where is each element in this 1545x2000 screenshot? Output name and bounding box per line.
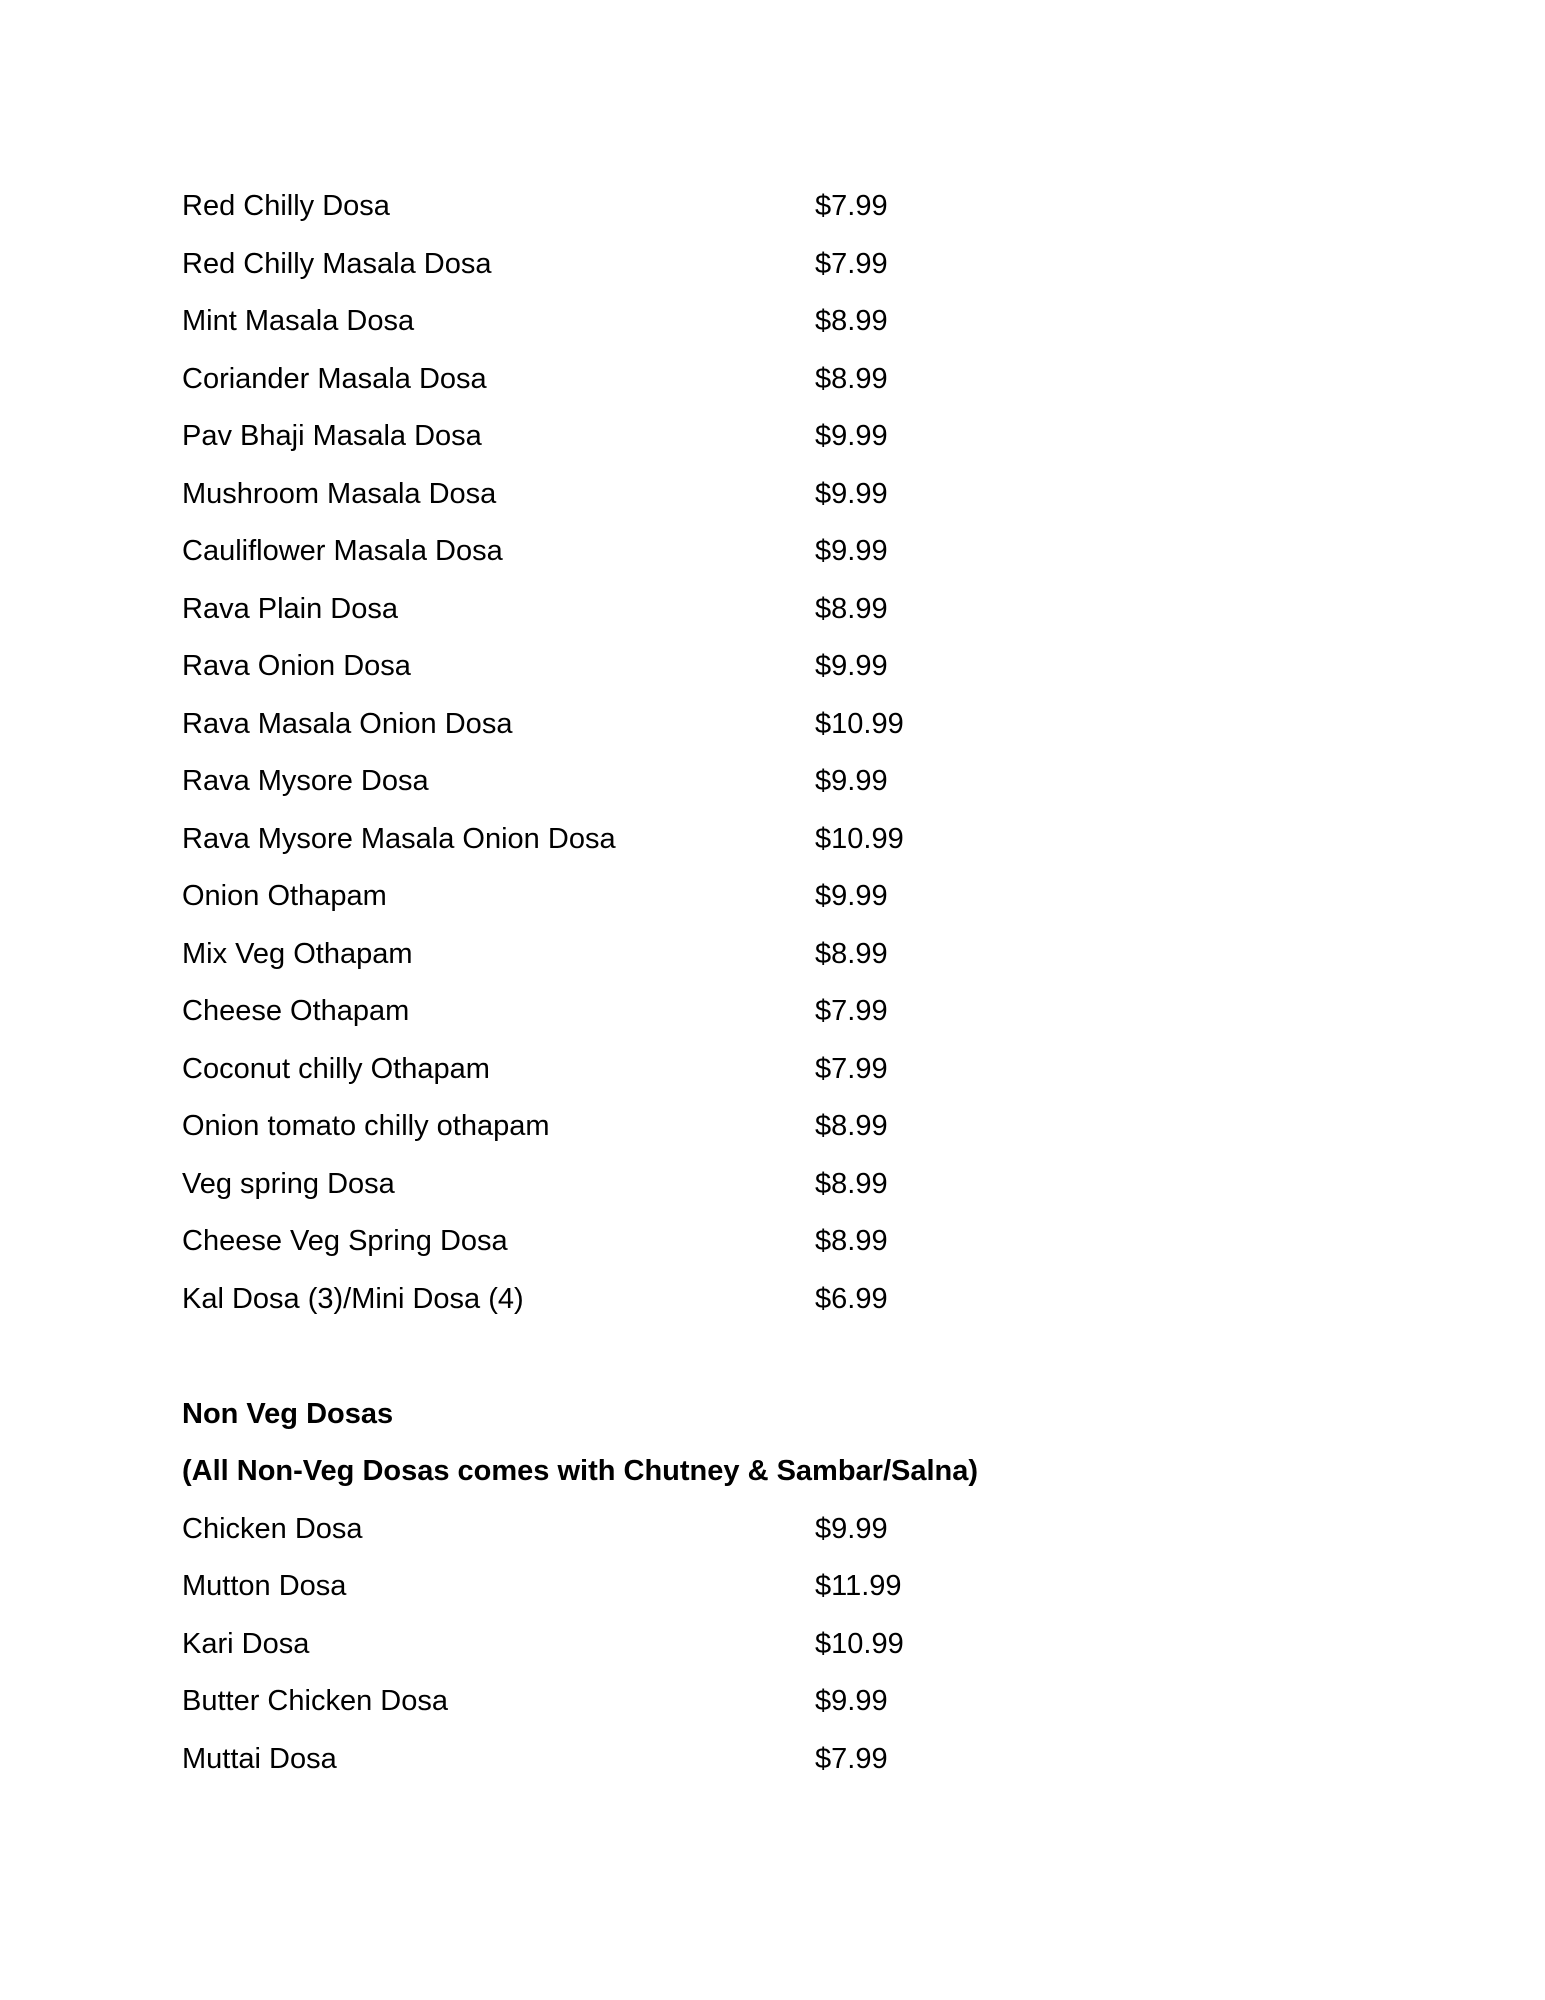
item-price: $7.99 <box>815 1742 888 1775</box>
item-name: Mushroom Masala Dosa <box>182 477 497 510</box>
item-price: $8.99 <box>815 937 888 970</box>
menu-item <box>182 1213 1382 1271</box>
item-price: $10.99 <box>815 707 904 740</box>
item-name: Mint Masala Dosa <box>182 305 415 338</box>
item-name: Red Chilly Masala Dosa <box>182 247 492 280</box>
item-price: $9.99 <box>815 477 888 510</box>
item-name: Pav Bhaji Masala Dosa <box>182 420 482 453</box>
item-price: $7.99 <box>815 190 888 223</box>
menu-item <box>182 638 1382 696</box>
menu-item <box>182 1616 1382 1674</box>
menu-item <box>182 1156 1382 1214</box>
item-name: Rava Masala Onion Dosa <box>182 707 513 740</box>
item-name: Rava Plain Dosa <box>182 592 398 625</box>
item-name: Rava Onion Dosa <box>182 650 411 683</box>
menu-item <box>182 466 1382 524</box>
item-price: $9.99 <box>815 765 888 798</box>
item-price: $8.99 <box>815 592 888 625</box>
item-name: Cheese Veg Spring Dosa <box>182 1225 508 1258</box>
item-price: $9.99 <box>815 420 888 453</box>
menu-item <box>182 293 1382 351</box>
item-price: $9.99 <box>815 650 888 683</box>
menu-item <box>182 408 1382 466</box>
menu-item <box>182 236 1382 294</box>
item-price: $9.99 <box>815 1685 888 1718</box>
item-price: $8.99 <box>815 1225 888 1258</box>
item-name: Mutton Dosa <box>182 1570 347 1603</box>
item-name: Onion tomato chilly othapam <box>182 1110 550 1143</box>
menu-item <box>182 926 1382 984</box>
item-name: Rava Mysore Masala Onion Dosa <box>182 822 616 855</box>
item-price: $8.99 <box>815 305 888 338</box>
item-price: $7.99 <box>815 247 888 280</box>
menu-item <box>182 983 1382 1041</box>
section-subtitle: (All Non-Veg Dosas comes with Chutney & Sambar/Salna) <box>182 1455 979 1488</box>
item-price: $9.99 <box>815 1512 888 1545</box>
item-name: Butter Chicken Dosa <box>182 1685 448 1718</box>
menu-content <box>182 178 1382 1788</box>
item-name: Veg spring Dosa <box>182 1167 395 1200</box>
menu-item <box>182 1271 1382 1329</box>
menu-item <box>182 811 1382 869</box>
menu-item <box>182 1041 1382 1099</box>
menu-item <box>182 581 1382 639</box>
item-price: $8.99 <box>815 1110 888 1143</box>
menu-item <box>182 1558 1382 1616</box>
menu-item <box>182 1731 1382 1789</box>
item-name: Cauliflower Masala Dosa <box>182 535 503 568</box>
item-name: Kal Dosa (3)/Mini Dosa (4) <box>182 1282 524 1315</box>
item-name: Rava Mysore Dosa <box>182 765 429 798</box>
menu-item <box>182 696 1382 754</box>
item-name: Chicken Dosa <box>182 1512 363 1545</box>
item-name: Cheese Othapam <box>182 995 410 1028</box>
item-price: $7.99 <box>815 995 888 1028</box>
menu-item <box>182 351 1382 409</box>
item-price: $10.99 <box>815 1627 904 1660</box>
item-name: Coriander Masala Dosa <box>182 362 487 395</box>
item-price: $8.99 <box>815 362 888 395</box>
item-name: Mix Veg Othapam <box>182 937 413 970</box>
menu-item <box>182 178 1382 236</box>
menu-item <box>182 523 1382 581</box>
menu-item <box>182 1501 1382 1559</box>
item-price: $7.99 <box>815 1052 888 1085</box>
menu-item <box>182 1098 1382 1156</box>
item-price: $8.99 <box>815 1167 888 1200</box>
section-spacer <box>182 1328 1382 1386</box>
menu-item <box>182 868 1382 926</box>
non-veg-dosa-section <box>182 1386 1382 1789</box>
menu-item <box>182 753 1382 811</box>
item-price: $6.99 <box>815 1282 888 1315</box>
item-name: Coconut chilly Othapam <box>182 1052 490 1085</box>
item-name: Muttai Dosa <box>182 1742 337 1775</box>
item-name: Red Chilly Dosa <box>182 190 390 223</box>
item-name: Onion Othapam <box>182 880 387 913</box>
section-title: Non Veg Dosas <box>182 1397 394 1430</box>
item-price: $9.99 <box>815 880 888 913</box>
menu-item <box>182 1673 1382 1731</box>
item-price: $10.99 <box>815 822 904 855</box>
item-price: $11.99 <box>815 1570 902 1603</box>
item-name: Kari Dosa <box>182 1627 310 1660</box>
item-price: $9.99 <box>815 535 888 568</box>
veg-dosa-list <box>182 178 1382 1328</box>
